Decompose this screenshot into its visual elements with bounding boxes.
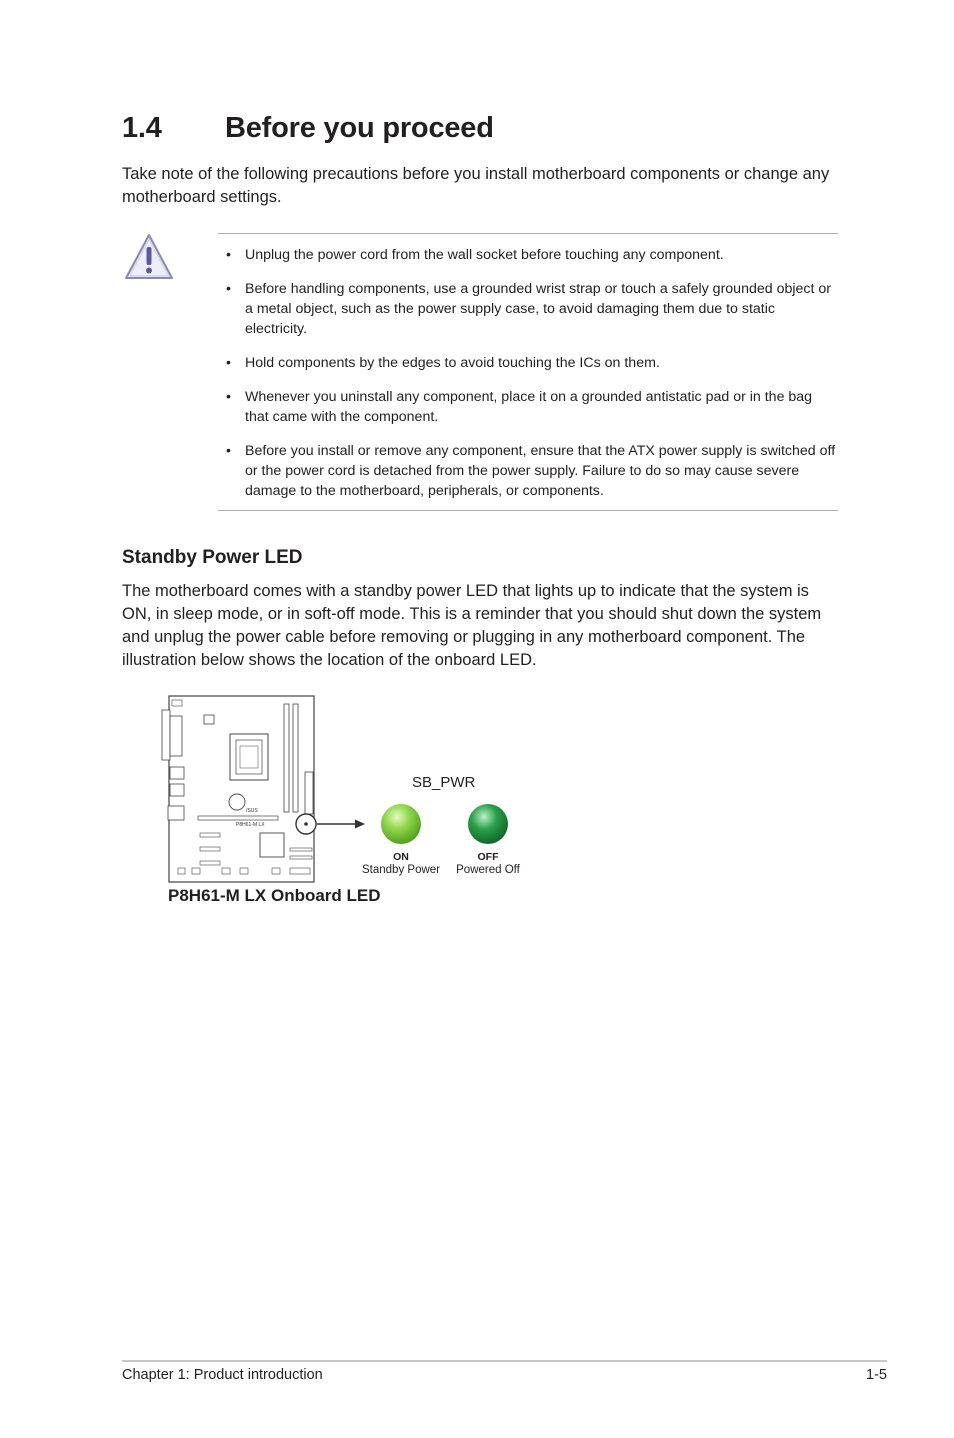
led-name-label: SB_PWR [412, 774, 476, 791]
caution-list [218, 245, 838, 515]
motherboard-diagram [160, 690, 540, 890]
dimm-slot [293, 704, 298, 812]
figure-caption: P8H61-M LX Onboard LED [168, 886, 381, 905]
caution-item: • Whenever you uninstall any component, place it on a grounded antistatic pad or in the bag that came with the component. [226, 389, 813, 425]
led-off-icon [468, 804, 508, 844]
caution-item: • Hold components by the edges to avoid touching the ICs on them. [226, 355, 660, 371]
section-number: 1.4 [122, 112, 162, 144]
led-on-icon [381, 804, 421, 844]
board-outline [169, 696, 314, 882]
intro-paragraph: Take note of the following precautions before you install motherboard components or change any motherboard settings. [122, 165, 830, 206]
section-title [122, 112, 494, 145]
standby-body: The motherboard comes with a standby power LED that lights up to indicate that the system is ON, in sleep mode, or in soft-off mode. This is a reminder that you should shut down the system and unplug the power cable before removing or plugging in any motherboard component. The illustration below shows the location of the onboard LED. [122, 582, 822, 669]
footer-rule [122, 1360, 887, 1362]
caution-item: • Before you install or remove any component, ensure that the ATX power supply is switched off or the power cord is detached from the power supply. Failure to do so may cause severe damage to the motherboard, peripherals, or components. [226, 443, 836, 499]
board-model: P8H61-M LX [236, 822, 265, 828]
led-on-desc: Standby Power [362, 864, 440, 876]
caution-item: • Before handling components, use a grounded wrist strap or touch a safely grounded object or a metal object, such as the power supply case, to avoid damaging them due to static electricity. [226, 281, 831, 337]
led-off-state: OFF [477, 851, 499, 863]
footer-page-number: 1-5 [866, 1367, 887, 1383]
caution-box [218, 233, 838, 511]
board-brand: /SUS [246, 808, 258, 814]
caution-item: • Unplug the power cord from the wall socket before touching any component. [226, 247, 724, 263]
standby-heading: Standby Power LED [122, 547, 303, 568]
dimm-slot [284, 704, 289, 812]
led-off-desc: Powered Off [456, 864, 520, 876]
footer-chapter: Chapter 1: Product introduction [122, 1367, 323, 1383]
section-title-text: Before you proceed [225, 112, 494, 144]
caution-triangle-icon [123, 232, 175, 282]
led-on-state: ON [393, 851, 409, 863]
